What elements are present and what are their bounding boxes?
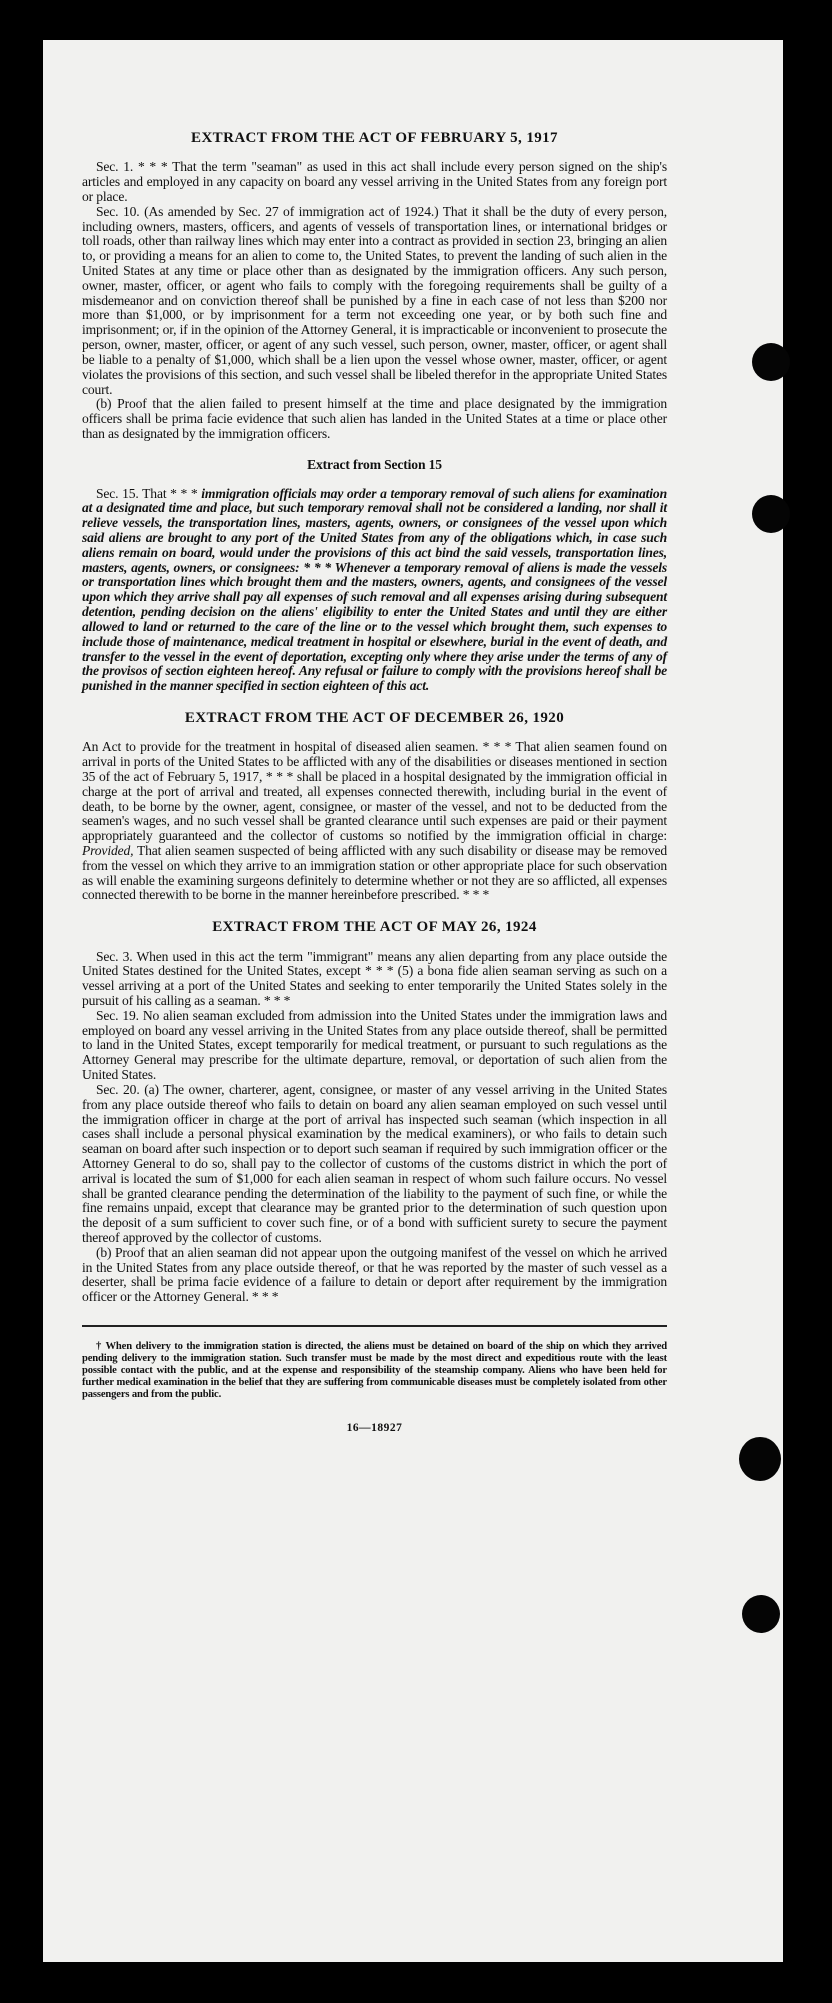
act-1920-proviso: Provided, bbox=[82, 843, 134, 858]
sec-15-lead: Sec. 15. That * * * bbox=[96, 485, 198, 501]
sec-15-paragraph bbox=[82, 487, 667, 694]
sec-20b-paragraph: (b) Proof that an alien seaman did not appear upon the outgoing manifest of the vessel on which he arrived in the United States from any place outside thereof, or that he was reported by the master of such vessel as a deserter, shall be prima facie evidence of a failure to detain or deport after requirement by the immigration officer or the Attorney General. * * * bbox=[82, 1244, 667, 1305]
act-1920-tail: That alien seamen suspected of being afflicted with any such disability or disease may be removed from the vessel on which they arrive to an immigration station or other appropriate place for such observation as will enable the examining surgeons definitely to determine whether or not they are so afflicted, all expenses connected therewith to be borne in the manner hereinbefore prescribed. * * * bbox=[82, 843, 667, 903]
sec-3-paragraph: Sec. 3. When used in this act the term "immigrant" means any alien departing from any place outside the United States destined for the United States, except * * * (5) a bona fide alien seaman serving as such on a vessel arriving at a port of the United States and seeking to enter temporarily the United States solely in the pursuit of his calling as a seaman. * * * bbox=[82, 948, 667, 1009]
punch-hole bbox=[752, 495, 790, 533]
sec-15-body: immigration officials may order a temporary removal of such aliens for examination at a designated time and place, but such temporary removal shall not be considered a landing, nor shall it relieve vessels, the transportation lines, masters, agents, owners, or consignees of the vessel upon which said aliens are brought to any port of the United States from any of the obligations which, in case such aliens remain on board, would under the provisions of this act bind the said vessels, transportation lines, masters, agents, owners, or consignees: * * * Whenever a temporary removal of aliens is made the vessels or transportation lines which brought them and the masters, owners, agents, and consignees of the vessel upon which they arrive shall pay all expenses of such removal and all expenses arising during subsequent detention, pending decision on the aliens' eligibility to enter the United States and until they are either allowed to land or returned to the care of the line or to the vessel which brought them, such expenses to include those of maintenance, medical treatment in hospital or elsewhere, burial in the event of death, and transfer to the vessel in the event of deportation, excepting only where they arise under the terms of any of the provisos of section eighteen hereof. Any refusal or failure to comply with the provisions hereof shall be punished in the manner specified in section eighteen of this act. bbox=[82, 485, 667, 694]
act-1920-paragraph bbox=[82, 740, 667, 903]
footnote: † When delivery to the immigration station is directed, the aliens must be detained on board of the ship on which they arrived pending delivery to the immigration station. Such transfer must be made by the most direct and expeditious route with the least possible contact with the public, and at the expense and responsibility of the steamship company. Aliens who have been held for further medical examination in the belief that they are suffering from communicable diseases must be completely isolated from other passengers and from the public. bbox=[82, 1341, 667, 1400]
heading-section-15: Extract from Section 15 bbox=[307, 456, 442, 472]
sec-10-paragraph: Sec. 10. (As amended by Sec. 27 of immigration act of 1924.) That it shall be the duty of every person, including owners, masters, officers, and agents of vessels of transportation lines, or international bridges or toll roads, other than railway lines which may enter into a contract as provided in section 23, bringing an alien to, or providing a means for an alien to come to, the United States, to prevent the landing of such alien in the United States at any time or place other than as designated by the immigration officers. Any such person, owner, master, officer, or agent who fails to comply with the foregoing requirements shall be guilty of a misdemeanor and on conviction thereof shall be punished by a fine in each case of not less than $200 nor more than $1,000, or by imprisonment for a term not exceeding one year, or by both such fine and imprisonment; or, if in the opinion of the Attorney General, it is impracticable or inconvenient to prosecute the person, owner, master, officer, or agent of any such vessel, such person, owner, master, officer, or agent shall be liable to a penalty of $1,000, which shall be a lien upon the vessel whose owner, master, officer, or agent violates the provisions of this section, and such vessel shall be libeled therefor in the appropriate United States court. bbox=[82, 203, 667, 397]
heading-act-1924: EXTRACT FROM THE ACT OF MAY 26, 1924 bbox=[212, 919, 537, 936]
heading-act-1917: EXTRACT FROM THE ACT OF FEBRUARY 5, 1917 bbox=[191, 130, 558, 146]
punch-hole bbox=[752, 343, 790, 381]
sec-19-paragraph: Sec. 19. No alien seaman excluded from admission into the United States under the immigration laws and employed on board any vessel arriving in the United States from any place outside thereof, shall be permitted to land in the United States, except temporarily for medical treatment, or pursuant to such regulations as the Attorney General may prescribe for the ultimate departure, removal, or deportation of such alien from the United States. bbox=[82, 1007, 667, 1083]
heading-act-1920: EXTRACT FROM THE ACT OF DECEMBER 26, 1920 bbox=[184, 709, 565, 726]
act-1920-lead: An Act to provide for the treatment in hospital of diseased alien seamen. * * * That alien seamen found on arrival in ports of the United States to be afflicted with any of the disabilities or diseases mentioned in section 35 of the act of February 5, 1917, * * * shall be placed in a hospital designated by the immigration official in charge at the port of arrival and treated, all expenses connected therewith, including burial in the event of death, to be borne by the owner, agent, consignee, or master of the vessel, and not to be deducted from the seamen's wages, and no such vessel shall be granted clearance until such expenses are paid or their payment appropriately guaranteed and the collector of customs so notified by the immigration official in charge: bbox=[82, 739, 667, 844]
form-number: 16—18927 bbox=[346, 1422, 403, 1435]
sec-20a-paragraph: Sec. 20. (a) The owner, charterer, agent, consignee, or master of any vessel arriving in the United States from any place outside thereof who fails to detain on board any alien seaman employed on such vessel until the immigration officer in charge at the port of arrival has inspected such seaman (which inspection in all cases shall include a personal physical examination by the medical examiners), or who fails to detain such seaman on board after such inspection or to deport such seaman if required by such immigration officer or the Attorney General to do so, shall pay to the collector of customs of the customs district in which the port of arrival is located the sum of $1,000 for each alien seaman in respect of whom such failure occurs. No vessel shall be granted clearance pending the determination of the liability to the payment of such fine, or while the fine remains unpaid, except that clearance may be granted prior to the determination of such question upon the deposit of a sum sufficient to cover such fine, or of a bond with sufficient surety to secure the payment thereof approved by the collector of customs. bbox=[82, 1081, 667, 1246]
sec-10b-paragraph: (b) Proof that the alien failed to present himself at the time and place designated by the immigration officers shall be prima facie evidence that such alien has landed in the United States at a time or place other than as designated by the immigration officers. bbox=[82, 396, 667, 441]
footnote-divider bbox=[82, 1325, 667, 1327]
sec-1-paragraph: Sec. 1. * * * That the term "seaman" as used in this act shall include every person signed on the ship's articles and employed in any capacity on board any vessel arriving in the United States from any foreign port or place. bbox=[82, 159, 667, 204]
document-body bbox=[82, 130, 667, 1435]
punch-hole bbox=[742, 1595, 780, 1633]
punch-hole bbox=[739, 1437, 781, 1481]
